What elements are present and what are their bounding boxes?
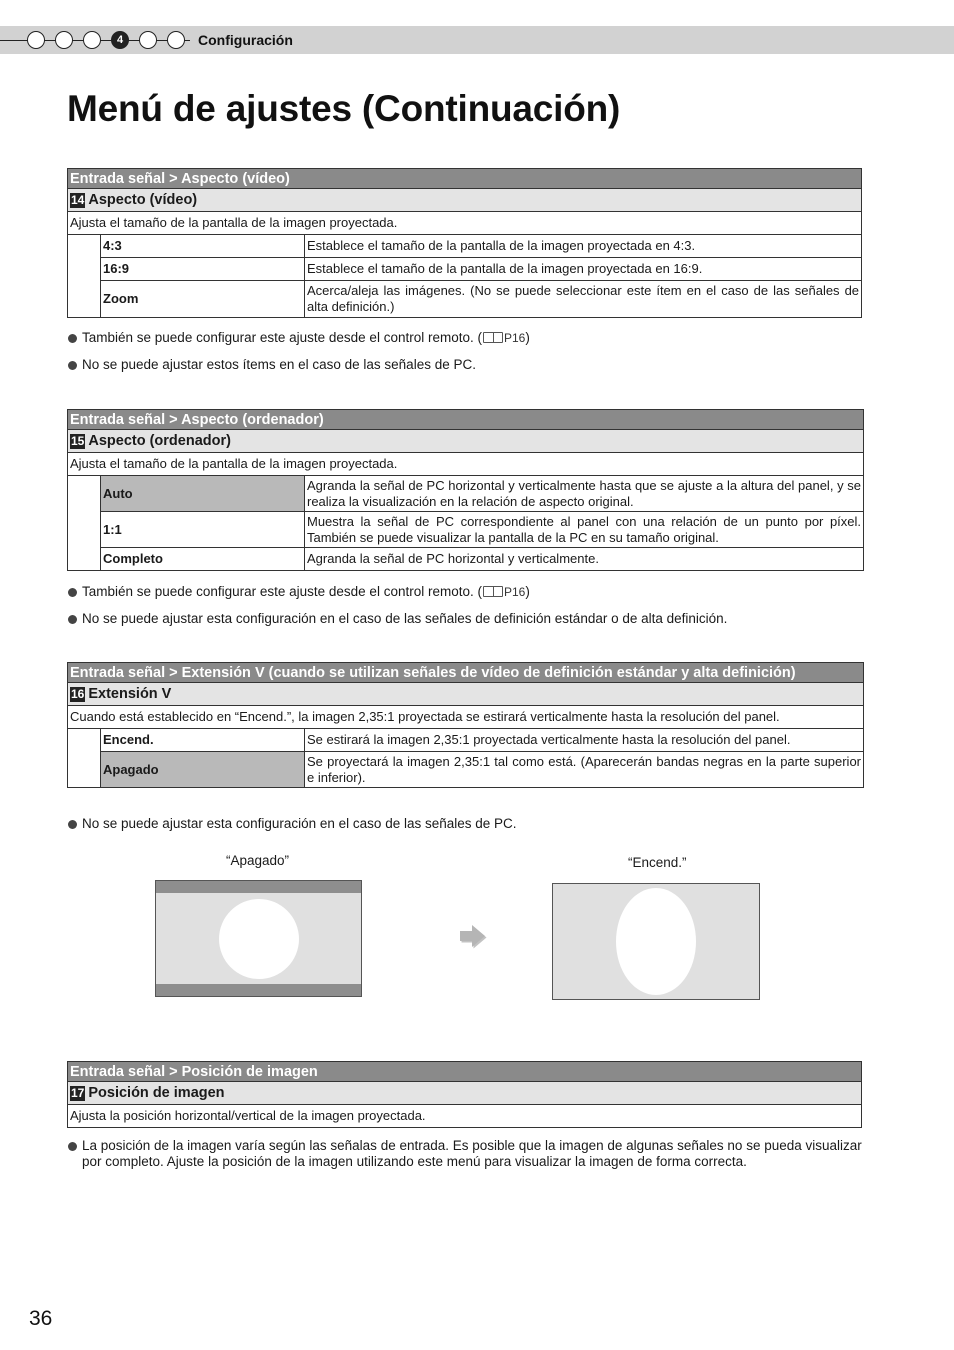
- option-text: Muestra la señal de PC correspondiente al panel con una relación de un punto por píxel. También se puede visualizar la pantalla de la PC en su tamaño original.: [305, 512, 864, 548]
- note-bullet: No se puede ajustar esta configuración en el caso de las señales de PC.: [67, 816, 867, 832]
- item-number-badge: 17: [71, 1086, 85, 1100]
- item-number-badge: 15: [71, 434, 85, 448]
- option-text: Establece el tamaño de la pantalla de la imagen proyectada en 4:3.: [305, 235, 862, 258]
- note-bullet: No se puede ajustar esta configuración en el caso de las señales de definición estándar o de alta definición.: [67, 611, 867, 627]
- circle-image: [219, 899, 299, 979]
- manual-book-icon: [483, 332, 503, 343]
- after-caption: “Encend.”: [628, 855, 687, 870]
- top-black-band: [156, 881, 361, 893]
- item-name: Aspecto (ordenador): [88, 433, 231, 449]
- option-name: 4:3: [101, 235, 305, 258]
- step-circle-4-active: 4: [111, 31, 129, 49]
- settings-table-image-position: [67, 1061, 862, 1128]
- option-text: Agranda la señal de PC horizontal y verticalmente hasta que se ajuste a la altura del panel, y se realiza la visualización en la relación de aspecto original.: [305, 476, 864, 512]
- step-circle-1: [27, 31, 45, 49]
- item-name: Extensión V: [88, 686, 172, 702]
- option-text: Se proyectará la imagen 2,35:1 tal como está. (Aparecerán bandas negras en la parte superior e inferior).: [305, 752, 864, 788]
- step-circle-5: [139, 31, 157, 49]
- item-title: [68, 430, 864, 453]
- manual-book-icon: [483, 586, 503, 597]
- option-name: Completo: [101, 548, 305, 571]
- note-bullet: También se puede configurar este ajuste desde el control remoto. ( P16): [67, 330, 867, 346]
- screen-stretched-illustration: [552, 883, 760, 1000]
- screen-letterbox-illustration: [155, 880, 362, 997]
- section-heading: Entrada señal > Aspecto (ordenador): [68, 410, 864, 430]
- step-circle-2: [55, 31, 73, 49]
- option-name: 16:9: [101, 258, 305, 281]
- page-number: 36: [29, 1307, 53, 1330]
- item-name: Posición de imagen: [88, 1085, 225, 1101]
- option-text: Agranda la señal de PC horizontal y verticalmente.: [305, 548, 864, 571]
- settings-table-aspect-computer: [67, 409, 864, 571]
- option-name: 1:1: [101, 512, 305, 548]
- item-description: Ajusta el tamaño de la pantalla de la imagen proyectada.: [68, 212, 862, 235]
- indent-cell: [68, 476, 101, 571]
- page-reference: P16: [503, 585, 526, 599]
- stretched-oval-image: [616, 888, 696, 995]
- right-arrow-icon: [458, 922, 488, 950]
- indent-cell: [68, 729, 101, 788]
- note-bullet: La posición de la imagen varía según las señalas de entrada. Es posible que la imagen de algunas señales no se pueda visualizar por completo. Ajuste la posición de la imagen utilizando este menú para visualizar la imagen de forma correcta.: [67, 1138, 867, 1170]
- chapter-title: Configuración: [198, 32, 293, 48]
- item-title: [68, 1082, 862, 1105]
- option-name: Encend.: [101, 729, 305, 752]
- bottom-black-band: [156, 984, 361, 996]
- section-heading: Entrada señal > Aspecto (vídeo): [68, 169, 862, 189]
- option-name: Apagado: [101, 752, 305, 788]
- before-caption: “Apagado”: [226, 853, 290, 868]
- item-description: Ajusta la posición horizontal/vertical de la imagen proyectada.: [68, 1105, 862, 1128]
- step-circle-3: [83, 31, 101, 49]
- page-title: Menú de ajustes (Continuación): [67, 88, 621, 129]
- option-text: Acerca/aleja las imágenes. (No se puede seleccionar este ítem en el caso de las señales de alta definición.): [305, 281, 862, 318]
- item-description: Ajusta el tamaño de la pantalla de la imagen proyectada.: [68, 453, 864, 476]
- item-title: [68, 189, 862, 212]
- settings-table-v-stretch: [67, 662, 864, 788]
- settings-table-aspect-video: [67, 168, 862, 318]
- chapter-header: [0, 26, 954, 54]
- item-number-badge: 14: [71, 193, 85, 207]
- item-number-badge: 16: [71, 687, 85, 701]
- page-reference: P16: [503, 331, 526, 345]
- section-heading: Entrada señal > Extensión V (cuando se utilizan señales de vídeo de definición estándar y alta definición): [68, 663, 864, 683]
- item-name: Aspecto (vídeo): [88, 192, 198, 208]
- section-heading: Entrada señal > Posición de imagen: [68, 1062, 862, 1082]
- indent-cell: [68, 235, 101, 318]
- item-description: Cuando está establecido en “Encend.”, la imagen 2,35:1 proyectada se estirará verticalmente hasta la resolución del panel.: [68, 706, 864, 729]
- step-circle-6: [167, 31, 185, 49]
- option-text: Se estirará la imagen 2,35:1 proyectada verticalmente hasta la resolución del panel.: [305, 729, 864, 752]
- option-name: Zoom: [101, 281, 305, 318]
- option-text: Establece el tamaño de la pantalla de la imagen proyectada en 16:9.: [305, 258, 862, 281]
- note-bullet: No se puede ajustar estos ítems en el caso de las señales de PC.: [67, 357, 867, 373]
- note-bullet: También se puede configurar este ajuste desde el control remoto. ( P16): [67, 584, 867, 600]
- option-name: Auto: [101, 476, 305, 512]
- item-title: [68, 683, 864, 706]
